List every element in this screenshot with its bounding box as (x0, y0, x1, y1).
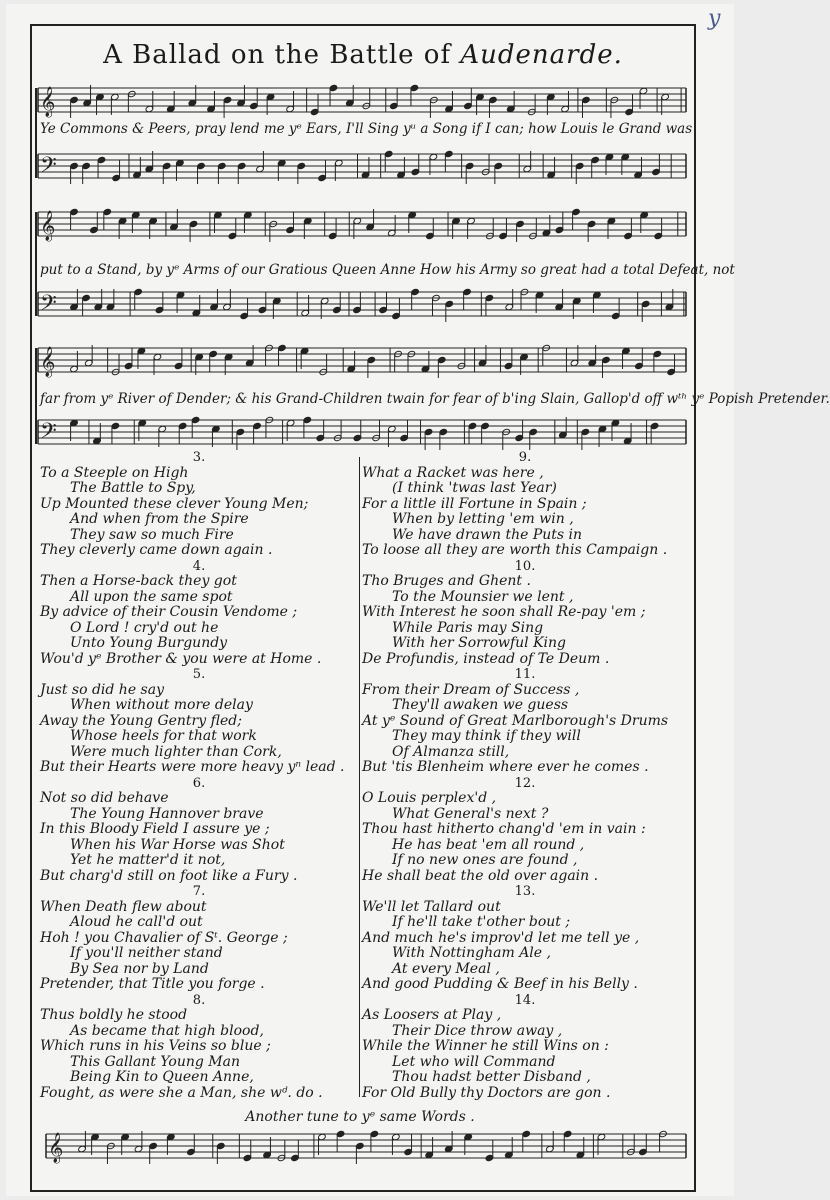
verse-line: Aloud he call'd out (70, 914, 203, 930)
verse-line: Being Kin to Queen Anne, (70, 1069, 254, 1085)
verse-line: Which runs in his Veins so blue ; (40, 1038, 271, 1054)
verse-number: 8. (192, 992, 206, 1008)
verse-line: O Louis perplex'd , (362, 790, 497, 806)
verse-line: Unto Young Burgundy (70, 635, 228, 651)
verse-line: Thou hast hitherto chang'd 'em in vain : (362, 821, 646, 837)
verse-number: 7. (192, 884, 206, 899)
verse-line: Let who will Command (392, 1053, 556, 1070)
verse-line: We have drawn the Puts in (392, 526, 583, 543)
verse-line: At yᵉ Sound of Great Marlborough's Drums (362, 712, 669, 729)
verse-line: When his War Horse was Shot (70, 836, 285, 853)
verse-line: While Paris may Sing (392, 619, 544, 636)
verse-line: But their Hearts were more heavy yⁿ lead . (40, 759, 345, 775)
verse-line: De Profundis, instead of Te Deum . (362, 650, 610, 667)
verse-line: By Sea nor by Land (70, 960, 209, 977)
column-divider (359, 457, 360, 1097)
verse-line: And good Pudding & Beef in his Belly . (362, 976, 638, 992)
verse-line: Then a Horse-back they got (40, 573, 237, 589)
verse-number: 3. (192, 450, 206, 465)
verse-line: To loose all they are worth this Campaign . (362, 542, 668, 558)
verse-line: When without more delay (70, 697, 253, 713)
verse-number: 11. (514, 667, 536, 682)
verse-number: 12. (514, 775, 536, 791)
verse-line: O Lord ! cry'd out he (70, 619, 219, 636)
verse-line: While the Winner he still Wins on : (362, 1038, 609, 1054)
verse-line: Hoh ! you Chavalier of Sᵗ. George ; (40, 929, 288, 946)
verse-line: Tho Bruges and Ghent . (362, 573, 531, 589)
verse-line: All upon the same spot (70, 588, 233, 605)
verse-line: They may think if they will (392, 728, 581, 744)
verse-number: 10. (514, 558, 536, 574)
title-place: Audenarde. (460, 40, 623, 70)
verse-line: Of Almanza still, (392, 743, 510, 760)
verse-line: Up Mounted these clever Young Men; (40, 495, 309, 512)
verse-line: With Nottingham Ale , (392, 945, 551, 961)
verse-line: Fought, as were she a Man, she wᵈ. do . (40, 1084, 323, 1101)
lyric-line-2: put to a Stand, by yᵉ Arms of our Gratious Queen Anne How his Army so great had a total Defeat, not (40, 262, 735, 278)
lyric-line-3: far from yᵉ River of Dender; & his Grand-Children twain for fear of b'ing Slain, Gallop'd off wᵗʰ yᵉ Popish Pretender. (40, 391, 830, 407)
verse-line: If you'll neither stand (70, 945, 223, 961)
verse-number: 5. (192, 667, 206, 682)
clef-icon: 𝄢 (40, 419, 57, 449)
verse-line: To a Steeple on High (40, 464, 189, 481)
clef-icon: 𝄢 (40, 291, 57, 321)
clef-icon: 𝄞 (40, 347, 56, 377)
verse-line: Their Dice throw away , (392, 1022, 563, 1039)
verse-number: 6. (192, 775, 206, 791)
clef-icon: 𝄞 (48, 1133, 64, 1163)
verse-line: Thou hadst better Disband , (392, 1069, 591, 1085)
verse-line: For a little ill Fortune in Spain ; (362, 495, 587, 512)
verse-number: 13. (514, 884, 536, 899)
verse-line: Yet he matter'd it not, (70, 852, 226, 868)
verse-line: When by letting 'em win , (392, 511, 574, 527)
verse-line: If no new ones are found , (392, 852, 578, 868)
another-tune-caption: Another tune to yᵉ same Words . (245, 1109, 475, 1125)
verse-line: What a Racket was here , (362, 464, 544, 481)
verse-line: But 'tis Blenheim where ever he comes . (362, 759, 649, 775)
left-verse-column (40, 450, 358, 1101)
verse-line: The Battle to Spy, (70, 480, 196, 496)
verse-line: And much he's improv'd let me tell ye , (362, 929, 640, 946)
verse-line: They saw so much Fire (70, 526, 234, 543)
verse-number: 14. (514, 992, 536, 1008)
verse-line: By advice of their Cousin Vendome ; (40, 604, 298, 620)
verse-number: 4. (192, 558, 206, 574)
verse-line: When Death flew about (40, 898, 207, 915)
verse-line: Wou'd yᵉ Brother & you were at Home . (40, 650, 322, 667)
verse-line: (I think 'twas last Year) (392, 480, 557, 496)
verse-line: With Interest he soon shall Re-pay 'em ; (362, 604, 646, 620)
verse-line: In this Bloody Field I assure ye ; (40, 821, 270, 837)
clef-icon: 𝄢 (40, 153, 57, 183)
right-verse-column (362, 450, 688, 1101)
verse-line: As became that high blood, (70, 1022, 264, 1039)
verse-number: 9. (518, 450, 532, 465)
title-main: A Ballad on the Battle of (103, 40, 452, 70)
verse-line: From their Dream of Success , (362, 681, 580, 698)
verse-line: Away the Young Gentry fled; (40, 712, 242, 729)
verse-line: Pretender, that Title you forge . (40, 976, 265, 992)
verse-line: He has beat 'em all round , (392, 836, 585, 853)
verse-line: At every Meal , (392, 960, 500, 977)
verse-line: He shall beat the old over again . (362, 867, 599, 884)
verse-line: Whose heels for that work (70, 728, 257, 744)
verse-line: But charg'd still on foot like a Fury . (40, 867, 298, 884)
verse-line: To the Mounsier we lent , (392, 588, 574, 605)
verse-line: This Gallant Young Man (70, 1053, 240, 1070)
verse-line: For Old Bully thy Doctors are gon . (362, 1084, 611, 1101)
clef-icon: 𝄞 (40, 211, 56, 241)
verse-line: They'll awaken we guess (392, 697, 569, 713)
verse-line: Not so did behave (40, 790, 169, 806)
lyric-line-1: Ye Commons & Peers, pray lend me yᵉ Ears, I'll Sing yᵘ a Song if I can; how Louis le Grand was (40, 121, 693, 137)
verse-line: Thus boldly he stood (40, 1007, 188, 1023)
corner-mark: y (708, 6, 721, 31)
verse-line: The Young Hannover brave (70, 805, 264, 822)
verse-line: And when from the Spire (70, 511, 249, 527)
verse-line: Were much lighter than Cork, (70, 743, 282, 760)
verse-line: If he'll take t'other bout ; (392, 914, 571, 930)
verse-line: What General's next ? (392, 805, 549, 822)
verse-line: They cleverly came down again . (40, 542, 273, 558)
verse-line: We'll let Tallard out (362, 898, 501, 915)
verse-line: Just so did he say (40, 681, 164, 698)
verse-line: As Loosers at Play , (362, 1007, 502, 1023)
clef-icon: 𝄞 (40, 87, 56, 117)
verse-line: With her Sorrowful King (392, 635, 567, 651)
